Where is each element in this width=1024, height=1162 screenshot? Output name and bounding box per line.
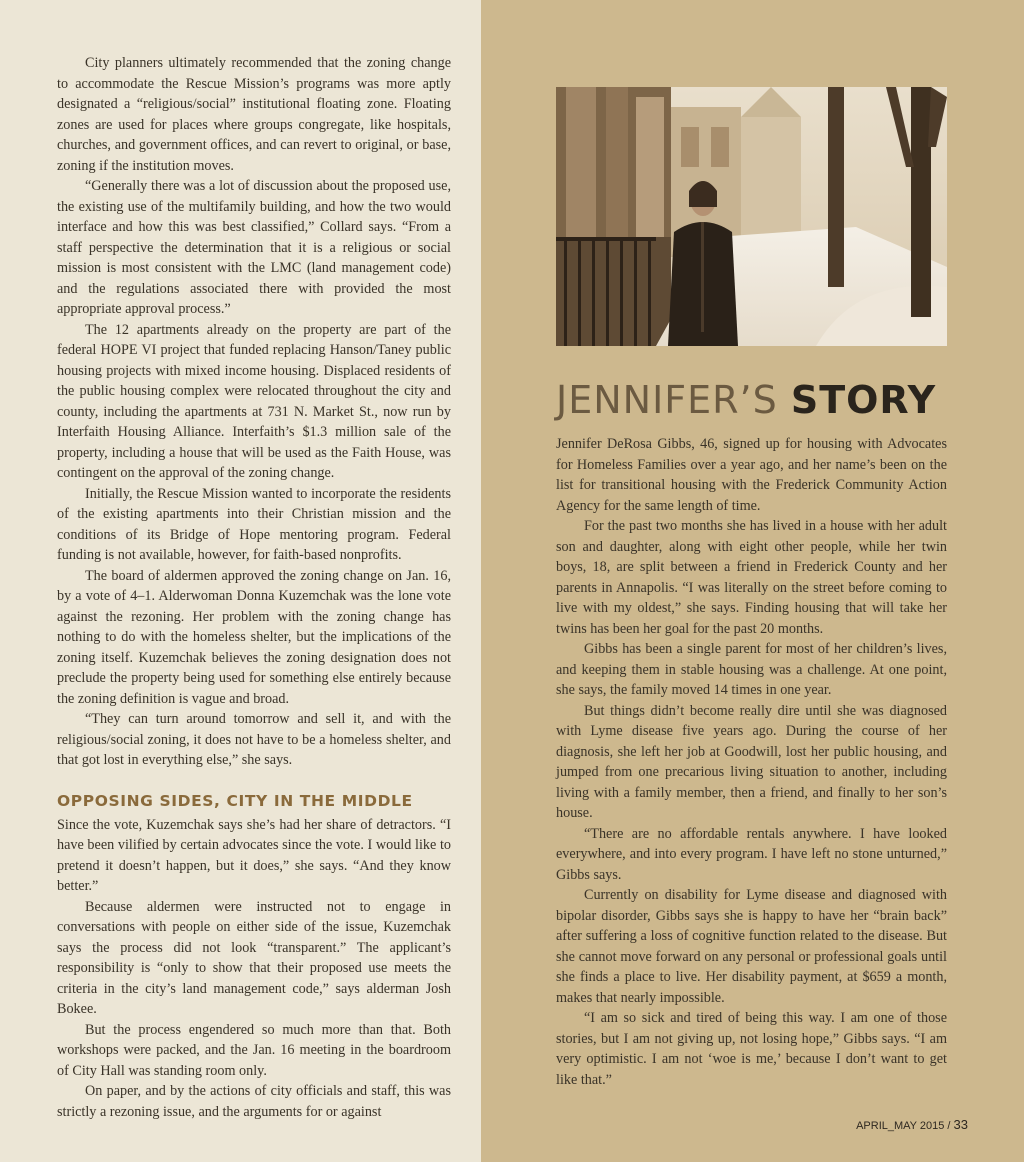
paragraph: On paper, and by the actions of city officials and staff, this was strictly a rezoning issue, and the arguments for or against <box>57 1083 451 1120</box>
story-heading-light: JENNIFER’S <box>556 378 778 422</box>
paragraph: Since the vote, Kuzemchak says she’s had her share of detractors. “I have been vilified by certain advocates since the vote. I would like to pretend it doesn’t happen, but it does,” she says. “And they know better.” <box>57 816 451 894</box>
paragraph: Gibbs has been a single parent for most of her children’s lives, and keeping them in stable housing was a challenge. At one point, she says, the family moved 14 times in one year. <box>556 641 947 698</box>
section-subhead: OPPOSING SIDES, CITY IN THE MIDDLE <box>57 791 413 810</box>
story-heading-bold: STORY <box>790 378 937 422</box>
paragraph: “I am so sick and tired of being this way. I am one of those stories, but I am not giving up, not losing hope,” Gibbs says. “I am very optimistic. I am not ‘woe is me,’ because I don’t want to get like that.” <box>556 1010 947 1088</box>
paragraph: “They can turn around tomorrow and sell it, and with the religious/social zoning, it does not have to be a homeless shelter, and that got lost in everything else,” she says. <box>57 711 451 768</box>
paragraph: The 12 apartments already on the property are part of the federal HOPE VI project that funded replacing Hanson/Taney public housing projects with mixed income housing. Displaced residents of the public housing complex were relocated throughout the city and county, including the apartments at 731 N. Market St., now run by Interfaith Housing Alliance. Interfaith’s $1.3 million sale of the property, including a house that will be used as the Faith House, was contingent on the approval of the zoning change. <box>57 321 451 481</box>
footer-separator: / <box>944 1120 954 1132</box>
article-left-text <box>57 53 451 1122</box>
paragraph: But the process engendered so much more than that. Both workshops were packed, and the Jan. 16 meeting in the boardroom of City Hall was standing room only. <box>57 1021 451 1079</box>
paragraph: Initially, the Rescue Mission wanted to incorporate the residents of the existing apartments into their Christian mission and the conditions of its Bridge of Hope mentoring program. Federal funding is not available, however, for faith-based nonprofits. <box>57 485 451 563</box>
page-number: 33 <box>953 1117 968 1132</box>
paragraph: But things didn’t become really dire until she was diagnosed with Lyme disease five years ago. During the course of her diagnosis, she left her job at Goodwill, lost her public housing, and jumped from one precarious living situation to another, including living with a family member, then a friend, and finally to her son’s house. <box>556 702 947 821</box>
issue-date: APRIL_MAY 2015 <box>856 1120 945 1132</box>
page-footer <box>856 1117 968 1132</box>
paragraph: The board of aldermen approved the zoning change on Jan. 16, by a vote of 4–1. Alderwoman Donna Kuzemchak was the lone vote against the rezoning. Her problem with the zoning change has nothing to do with the homeless shelter, but the implications of the zoning itself. Kuzemchak believes the zoning designation does not preclude the property being used for something else entirely because the zoning definition is vague and broad. <box>57 567 451 707</box>
paragraph: Because aldermen were instructed not to engage in conversations with people on either side of the issue, Kuzemchak says the process did not look “transparent.” The applicant’s responsibility is “only to show that their proposed use meets the criteria in the city’s land management code,” says alderman Josh Bokee. <box>57 898 451 1017</box>
story-heading <box>556 376 956 424</box>
photo-illustration <box>556 87 947 346</box>
paragraph: “There are no affordable rentals anywhere. I have looked everywhere, and into every program. I have left no stone unturned,” Gibbs says. <box>556 825 947 883</box>
paragraph: Currently on disability for Lyme disease and diagnosed with bipolar disorder, Gibbs says she is happy to have her “brain back” after suffering a loss of cognitive function related to the disease. But she cannot move forward on any personal or professional goals until she finds a place to live. Her disability payment, at $659 a month, makes that nearly impossible. <box>556 887 947 1006</box>
paragraph: “Generally there was a lot of discussion about the proposed use, the existing use of the multifamily building, and how the two would interface and how this was best classified,” Collard says. “From a staff perspective the determination that it is a religious or social mission is most consistent with the LMC (land management code) and the regulations associated there with provided the most appropriate approval process.” <box>57 178 451 317</box>
article-right-text <box>556 434 947 1090</box>
paragraph: For the past two months she has lived in a house with her adult son and daughter, along with eight other people, while her twin boys, 18, are split between a friend in Frederick County and her parents in Annapolis. “I was literally on the street before coming to live with my oldest,” she says. Finding housing that will take her twins has been her goal for the past 20 months. <box>556 518 947 637</box>
jennifer-photo <box>556 87 947 346</box>
paragraph: City planners ultimately recommended that the zoning change to accommodate the Rescue Mission’s programs was more aptly designated a “religious/social” institutional floating zone. Floating zones are used for places where groups congregate, like hospitals, churches, and government offices, and can revert to original, or base, zoning if the institution moves. <box>57 55 451 174</box>
paragraph: Jennifer DeRosa Gibbs, 46, signed up for housing with Advocates for Homeless Families over a year ago, and her name’s been on the list for transitional housing with the Frederick Community Action Agency for the same length of time. <box>556 436 947 514</box>
